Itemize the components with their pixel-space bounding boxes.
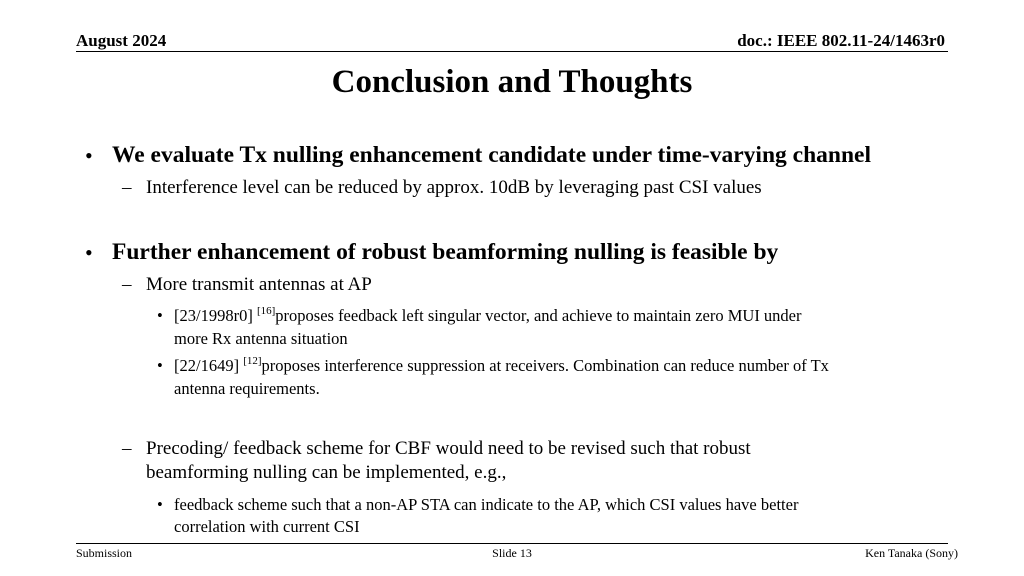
sub-item-text: proposes feedback left singular vector, and achieve to maintain zero MUI under: [275, 306, 802, 325]
bullet-1-text: We evaluate Tx nulling enhancement candidate under time-varying channel: [112, 142, 871, 168]
ref-superscript: [16]: [256, 305, 276, 317]
slide-title: Conclusion and Thoughts: [331, 64, 693, 100]
bullet-marker: •: [157, 306, 163, 325]
sub-item-text: proposes interference suppression at receivers. Combination can reduce number of Tx: [261, 356, 829, 375]
bullet-1-sub-1: Interference level can be reduced by approx. 10dB by leveraging past CSI values: [146, 177, 762, 198]
sub-item-continuation: antenna requirements.: [174, 379, 320, 398]
ref-label: [23/1998r0]: [174, 306, 257, 325]
bullet-marker: •: [157, 495, 163, 514]
dash-marker: –: [122, 438, 132, 459]
ref-label: [22/1649]: [174, 356, 244, 375]
ref-superscript: [12]: [243, 355, 262, 367]
sub-item-continuation: more Rx antenna situation: [174, 329, 348, 348]
dash-marker: –: [122, 177, 132, 198]
bullet-marker: •: [157, 356, 163, 375]
bullet-2-sub-2-continuation: beamforming nulling can be implemented, e.g.,: [146, 462, 507, 483]
sub-item-feedback: feedback scheme such that a non-AP STA can indicate to the AP, which CSI values have better: [174, 495, 799, 514]
footer-submission: Submission: [76, 546, 133, 560]
sub-item-ref-16: [174, 304, 954, 327]
bullet-2-sub-2: Precoding/ feedback scheme for CBF would need to be revised such that robust: [146, 438, 751, 459]
bullet-marker: •: [85, 143, 93, 168]
dash-marker: –: [122, 274, 132, 295]
bullet-2-sub-1: More transmit antennas at AP: [146, 274, 372, 295]
footer-author: Ken Tanaka (Sony): [865, 546, 958, 560]
bullet-2-text: Further enhancement of robust beamforming nulling is feasible by: [112, 239, 779, 265]
header-doc-number: doc.: IEEE 802.11-24/1463r0: [737, 31, 945, 50]
footer-slide-number: Slide 13: [492, 546, 532, 560]
sub-item-ref-12: [174, 354, 954, 377]
sub-item-continuation: correlation with current CSI: [174, 517, 360, 536]
header-divider: [76, 51, 948, 52]
footer-divider: [76, 543, 948, 544]
bullet-marker: •: [85, 240, 93, 265]
header-date: August 2024: [76, 31, 167, 50]
